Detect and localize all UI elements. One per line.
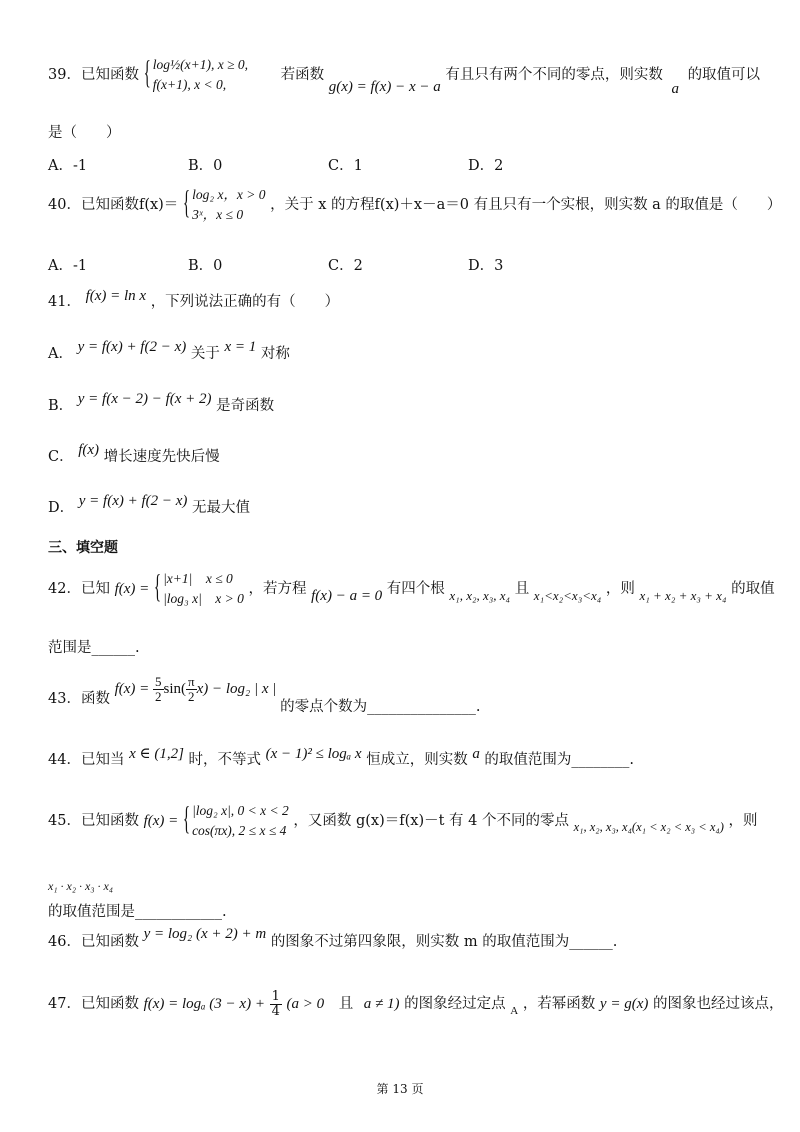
text: 有四个根 xyxy=(386,581,445,597)
text: 的图象也经过该点， xyxy=(652,996,784,1012)
formula: y = f(x) + f(2 − x) xyxy=(77,339,187,355)
option-c: C．2 xyxy=(328,258,363,274)
piece-2: 3ˣ，x ≤ 0 xyxy=(192,207,244,222)
numerator: π xyxy=(188,674,195,690)
option-label: D． xyxy=(48,500,75,516)
page-number: 第 13 页 xyxy=(376,1082,424,1096)
text: 的图象经过定点 xyxy=(404,996,506,1012)
text: ，下列说法正确的有（ ） xyxy=(150,294,340,310)
option-d xyxy=(48,493,780,518)
variable-a: a xyxy=(472,746,480,762)
piecewise-function: { |log₂ x|, 0 < x < 2 cos(πx), 2 ≤ x ≤ 4 xyxy=(183,801,289,841)
formula: x₁, x₂, x₃, x₄(x₁ < x₂ < x₃ < x₄) xyxy=(573,820,724,834)
text: ，又函数 g(x)＝f(x)－t 有 4 个不同的零点 xyxy=(293,813,569,829)
question-45 xyxy=(48,796,780,846)
text: 增长速度先快后慢 xyxy=(103,449,220,465)
option-b: B．0 xyxy=(188,258,223,274)
text: ，关于 x 的方程f(x)＋x－a＝0 有且只有一个实根，则实数 a 的取值是（ ） xyxy=(270,197,782,213)
text: 无最大值 xyxy=(192,500,251,516)
formula: f(x) = xyxy=(114,581,150,597)
text: ，则 xyxy=(728,813,758,829)
formula: y = g(x) xyxy=(599,996,649,1012)
formula: f(x) = xyxy=(143,813,179,829)
text: 的取值范围是____________. xyxy=(48,904,227,920)
option-d: D．3 xyxy=(468,258,504,274)
text: 的取值范围为________. xyxy=(484,752,635,768)
formula: x = 1 xyxy=(224,339,257,355)
formula: y = f(x − 2) − f(x + 2) xyxy=(77,391,212,407)
question-number: 39．已知函数 xyxy=(48,67,139,83)
fraction xyxy=(270,990,282,1019)
piece-1: |log₂ x|, 0 < x < 2 xyxy=(192,803,289,818)
formula: x₁<x₂<x₃<x₄ xyxy=(533,588,602,603)
question-46 xyxy=(48,926,780,952)
question-number: 41． xyxy=(48,294,81,310)
piece-1: log½(x+1), x ≥ 0, xyxy=(152,57,249,72)
formula-g: g(x) = f(x) − x − a xyxy=(328,79,441,95)
denominator: 4 xyxy=(271,1003,280,1019)
option-b xyxy=(48,391,780,416)
text: 是奇函数 xyxy=(216,398,275,414)
piece-2: cos(πx), 2 ≤ x ≤ 4 xyxy=(192,823,287,838)
question-40 xyxy=(48,180,780,230)
formula: x₁, x₂, x₃, x₄ xyxy=(449,588,511,603)
question-39 xyxy=(48,50,780,100)
formula: f(x) xyxy=(78,442,100,458)
option-label: B． xyxy=(48,398,74,414)
piecewise-function: { log½(x+1), x ≥ 0, f(x+1), x < 0, xyxy=(144,55,248,95)
numerator: 1 xyxy=(271,988,280,1004)
question-44 xyxy=(48,746,780,770)
option-d: D．2 xyxy=(468,158,504,174)
option-label: A． xyxy=(48,346,73,362)
option-a: A．-1 xyxy=(48,258,88,274)
option-a xyxy=(48,339,780,364)
text: 有且只有两个不同的零点，则实数 xyxy=(445,67,663,83)
text: 恒成立，则实数 xyxy=(366,752,468,768)
text: 的图象不过第四象限，则实数 m 的取值范围为______. xyxy=(270,934,618,950)
formula: y = log₂ (x + 2) + m xyxy=(143,926,267,942)
denominator: 2 xyxy=(188,689,195,705)
question-42-cont: 范围是______. xyxy=(48,640,140,656)
question-number: 43．函数 xyxy=(48,691,110,707)
formula: a ≠ 1) xyxy=(363,996,400,1012)
question-45-cont xyxy=(48,879,780,922)
formula-lhs: f(x) = xyxy=(114,681,150,697)
question-43 xyxy=(48,676,780,722)
question-39-cont xyxy=(48,123,780,143)
text: 关于 xyxy=(190,346,220,362)
formula-rest: x) − log₂ | x | xyxy=(196,681,277,697)
formula: (x − 1)² ≤ logₐ x xyxy=(265,746,362,762)
formula: x ∈ (1,2] xyxy=(129,746,184,762)
fraction xyxy=(186,675,197,704)
question-47 xyxy=(48,984,784,1024)
piece-1: |x+1| x ≤ 0 xyxy=(163,571,233,586)
question-number: 42．已知 xyxy=(48,581,110,597)
variable-a: a xyxy=(671,81,679,97)
question-number: 40．已知函数f(x)＝ xyxy=(48,197,179,213)
text: 的零点个数为_______________. xyxy=(280,699,481,715)
text: ，若幂函数 xyxy=(522,996,596,1012)
sin: sin xyxy=(163,681,182,697)
piece-2: |log₃ x| x > 0 xyxy=(163,591,244,606)
text: ，则 xyxy=(605,581,635,597)
question-41 xyxy=(48,288,780,312)
formula: (a > 0 xyxy=(286,996,325,1012)
section-heading: 三、填空题 xyxy=(48,540,118,556)
option-a: A．-1 xyxy=(48,158,88,174)
question-number: 44．已知当 xyxy=(48,752,125,768)
text: ，若方程 xyxy=(248,581,307,597)
text: 时，不等式 xyxy=(188,752,262,768)
text: 对称 xyxy=(260,346,290,362)
option-c: C．1 xyxy=(328,158,363,174)
piecewise-function: { |x+1| x ≤ 0 |log₃ x| x > 0 xyxy=(154,569,244,609)
option-label: C． xyxy=(48,449,74,465)
point-a: A xyxy=(510,1005,519,1017)
option-c xyxy=(48,442,780,467)
formula: x₁ · x₂ · x₃ · x₄ xyxy=(48,879,113,893)
formula: f(x) = ln x xyxy=(85,288,147,304)
text: 且 xyxy=(514,581,530,597)
text: 的取值 xyxy=(731,581,775,597)
piece-2: f(x+1), x < 0, xyxy=(152,77,227,92)
formula: f(x) = $\frac{5}{2}$ sin( $\frac{\pi}{2}$ x) − log₂ | x | xyxy=(114,674,277,705)
question-number: 45．已知函数 xyxy=(48,813,139,829)
formula: f(x) = logₐ (3 − x) + xyxy=(143,996,265,1012)
piece-1: log₂ x，x > 0 xyxy=(192,187,266,202)
text: 若函数 xyxy=(280,67,325,83)
formula: f(x) − a = 0 xyxy=(311,588,383,604)
formula: x₁ + x₂ + x₃ + x₄ xyxy=(639,588,727,603)
formula: y = f(x) + f(2 − x) xyxy=(78,493,188,509)
question-42 xyxy=(48,564,780,614)
text: 是（ ） xyxy=(48,125,121,141)
option-b: B．0 xyxy=(188,158,223,174)
question-number: 47．已知函数 xyxy=(48,996,139,1012)
piecewise-function: { log₂ x，x > 0 3ˣ，x ≤ 0 xyxy=(183,185,266,225)
question-number: 46．已知函数 xyxy=(48,934,139,950)
text: 且 xyxy=(338,996,354,1012)
fraction xyxy=(153,675,164,704)
numerator: 5 xyxy=(155,674,162,690)
text: 的取值可以 xyxy=(687,67,761,83)
denominator: 2 xyxy=(155,689,162,705)
